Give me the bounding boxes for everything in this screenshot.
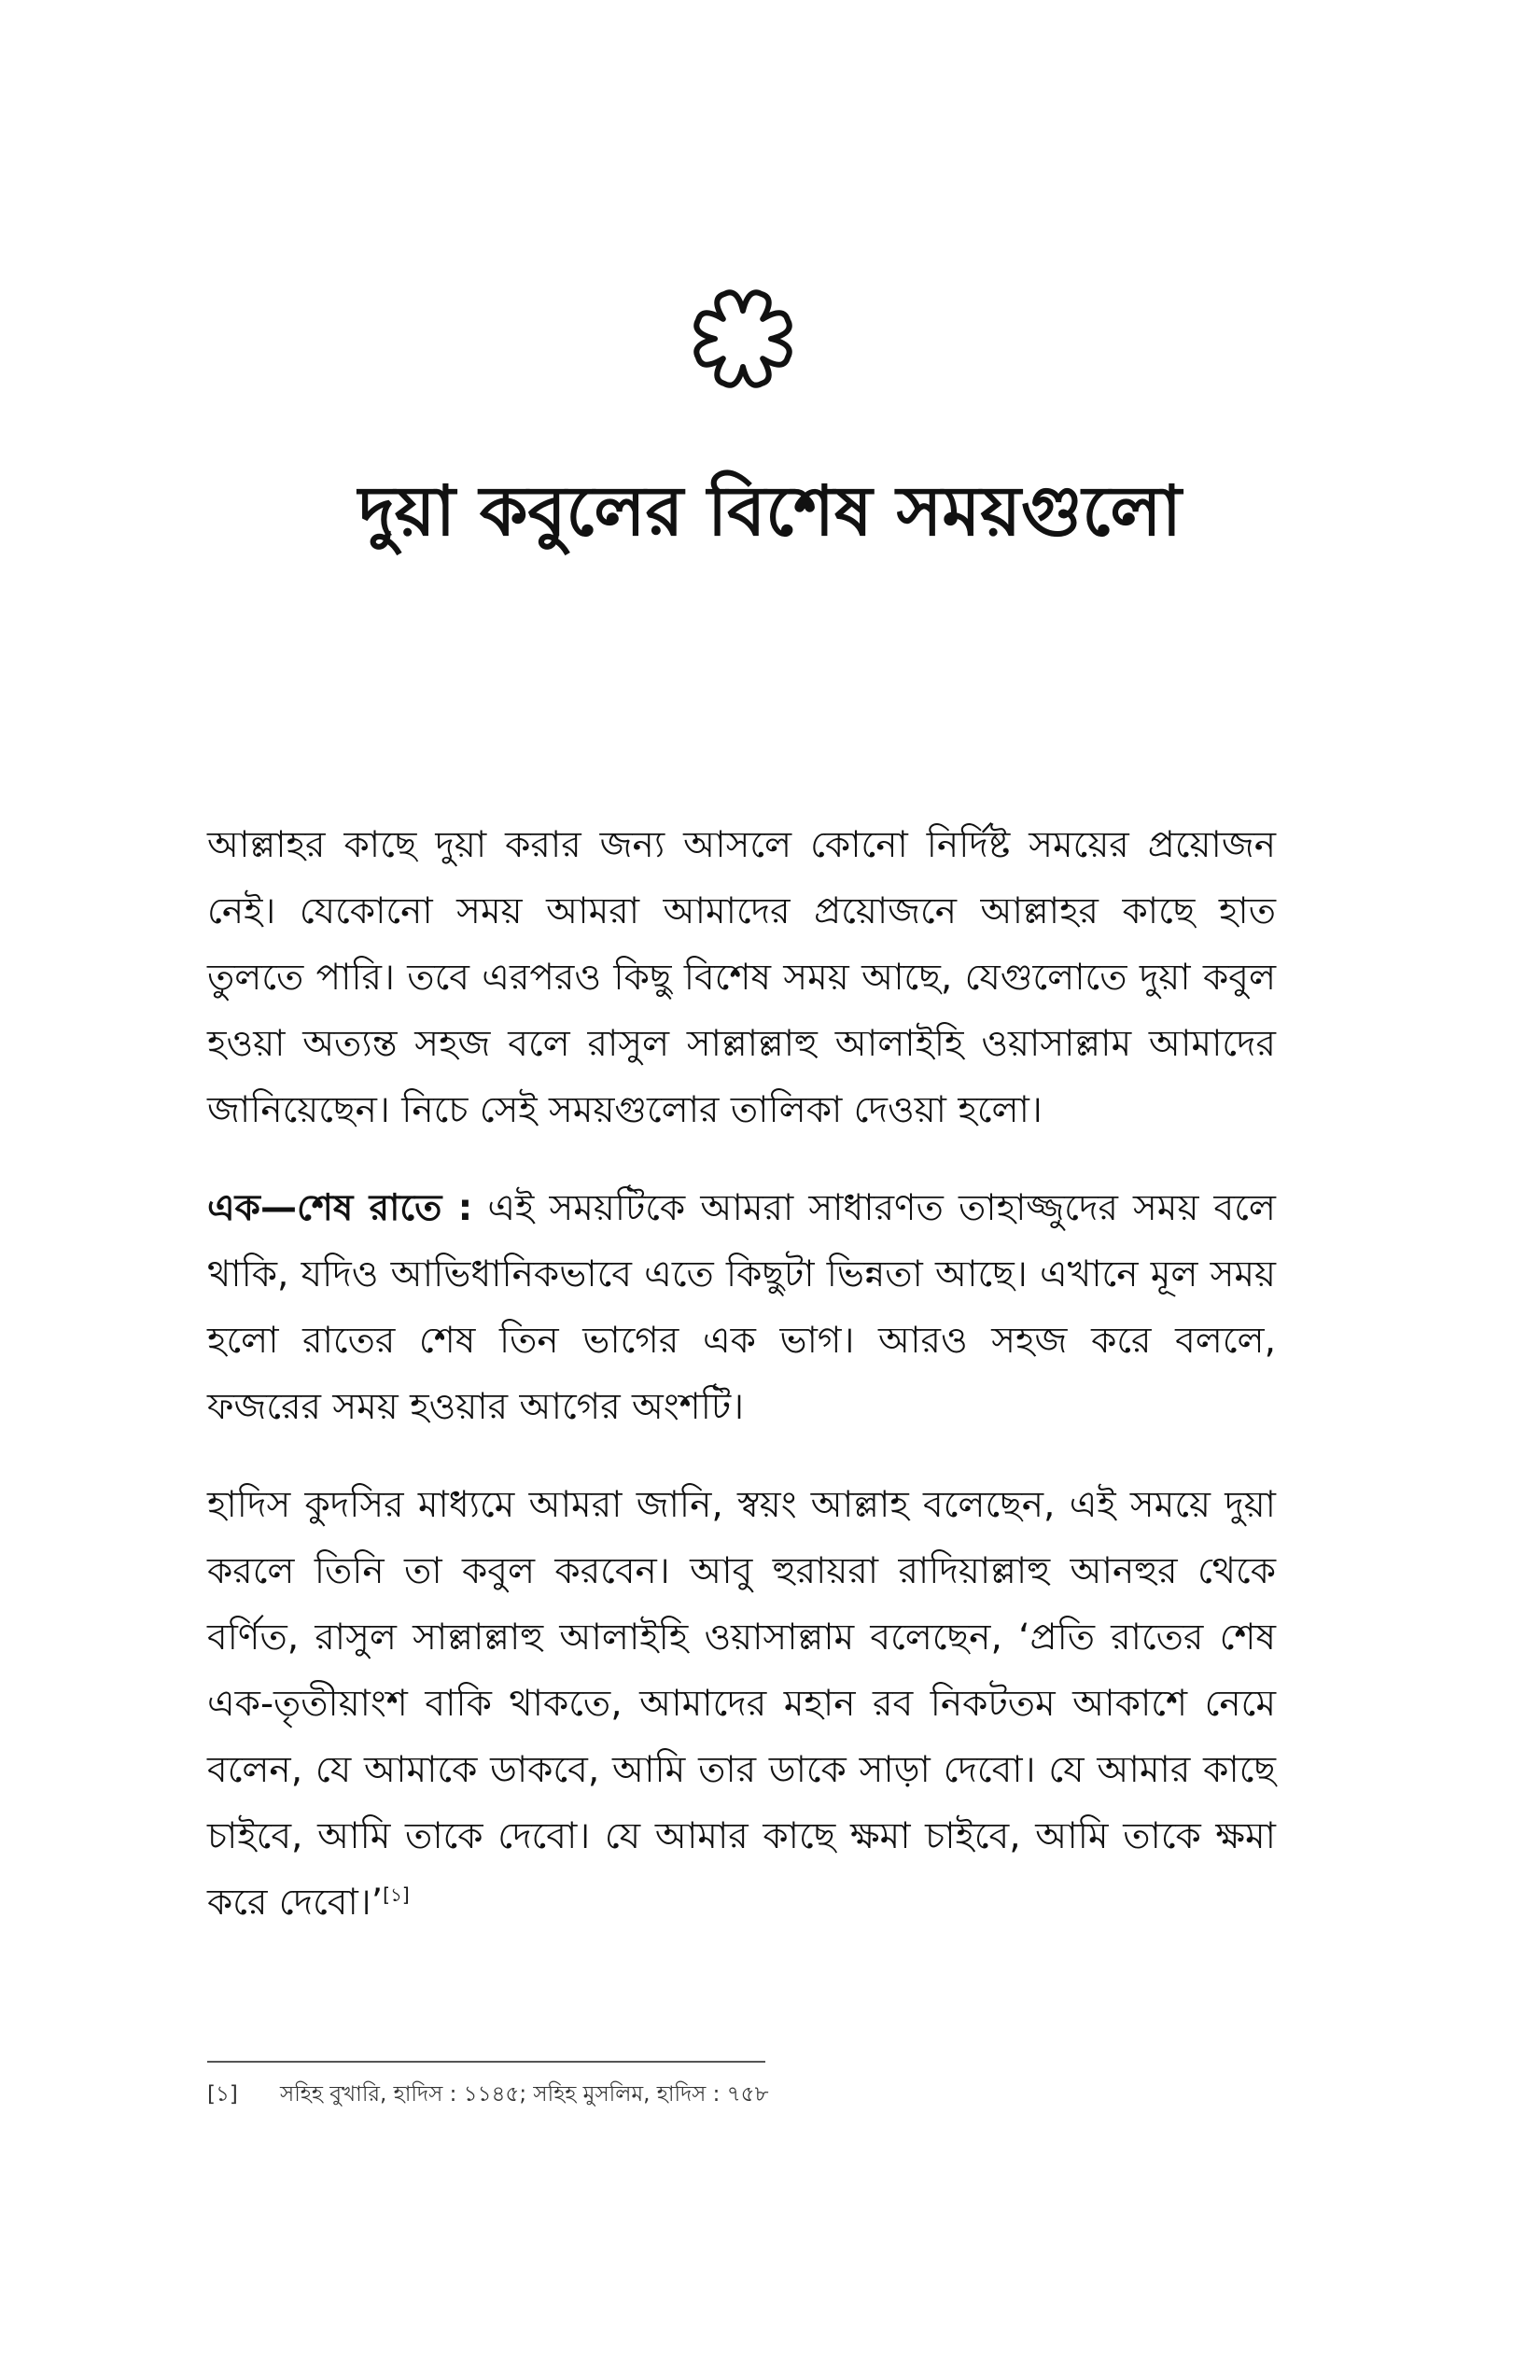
chapter-title: দুয়া কবুলের বিশেষ সময়গুলো — [358, 471, 1182, 552]
hadith-text: হাদিস কুদসির মাধ্যমে আমরা জানি, স্বয়ং আল্লাহ বলেছেন, এই সময়ে দুয়া করলে তিনি তা কবুল করবেন। আবু হুরায়রা রাদিয়াল্লাহু আনহুর থেকে বর্ণিত, রাসুল সাল্লাল্লাহু আলাইহি ওয়াসাল্লাম বলেছেন, ‘প্রতি রাতের শেষ এক-তৃতীয়াংশ বাকি থাকতে, আমাদের মহান রব নিকটতম আকাশে নেমে বলেন, যে আমাকে ডাকবে, আমি তার ডাকে সাড়া দেবো। যে আমার কাছে চাইবে, আমি তাকে দেবো। যে আমার কাছে ক্ষমা চাইবে, আমি তাকে ক্ষমা করে দেবো।’ — [207, 1484, 1276, 1924]
intro-paragraph: আল্লাহর কাছে দুয়া করার জন্য আসলে কোনো নির্দিষ্ট সময়ের প্রয়োজন নেই। যেকোনো সময় আমরা আমাদের প্রয়োজনে আল্লাহর কাছে হাত তুলতে পারি। তবে এরপরও কিছু বিশেষ সময় আছে, যেগুলোতে দুয়া কবুল হওয়া অত্যন্ত সহজ বলে রাসুল সাল্লাল্লাহু আলাইহি ওয়াসাল্লাম আমাদের জানিয়েছেন। নিচে সেই সময়গুলোর তালিকা দেওয়া হলো। — [207, 824, 1276, 1131]
main-text — [207, 812, 1276, 1967]
hadith-paragraph — [207, 1472, 1276, 1936]
footnote-text: সহিহ বুখারি, হাদিস : ১১৪৫; সহিহ মুসলিম, হাদিস : ৭৫৮ — [280, 2082, 769, 2107]
section-one-text: এই সময়টিকে আমরা সাধারণত তাহাজ্জুদের সময় বলে থাকি, যদিও আভিধানিকভাবে এতে কিছুটা ভিন্নতা আছে। এখানে মূল সময় হলো রাতের শেষ তিন ভাগের এক ভাগ। আরও সহজ করে বললে, ফজরের সময় হওয়ার আগের অংশটি। — [207, 1187, 1276, 1428]
section-one-heading: এক—শেষ রাতে : — [207, 1187, 473, 1229]
footnote-reference[interactable]: [১] — [383, 1883, 410, 1906]
footnote-number: [১] — [207, 2082, 238, 2107]
section-one-paragraph — [207, 1175, 1276, 1440]
footnote-divider — [207, 2061, 765, 2063]
eight-petal-flower-icon — [686, 282, 800, 396]
footnote — [207, 2076, 1234, 2113]
